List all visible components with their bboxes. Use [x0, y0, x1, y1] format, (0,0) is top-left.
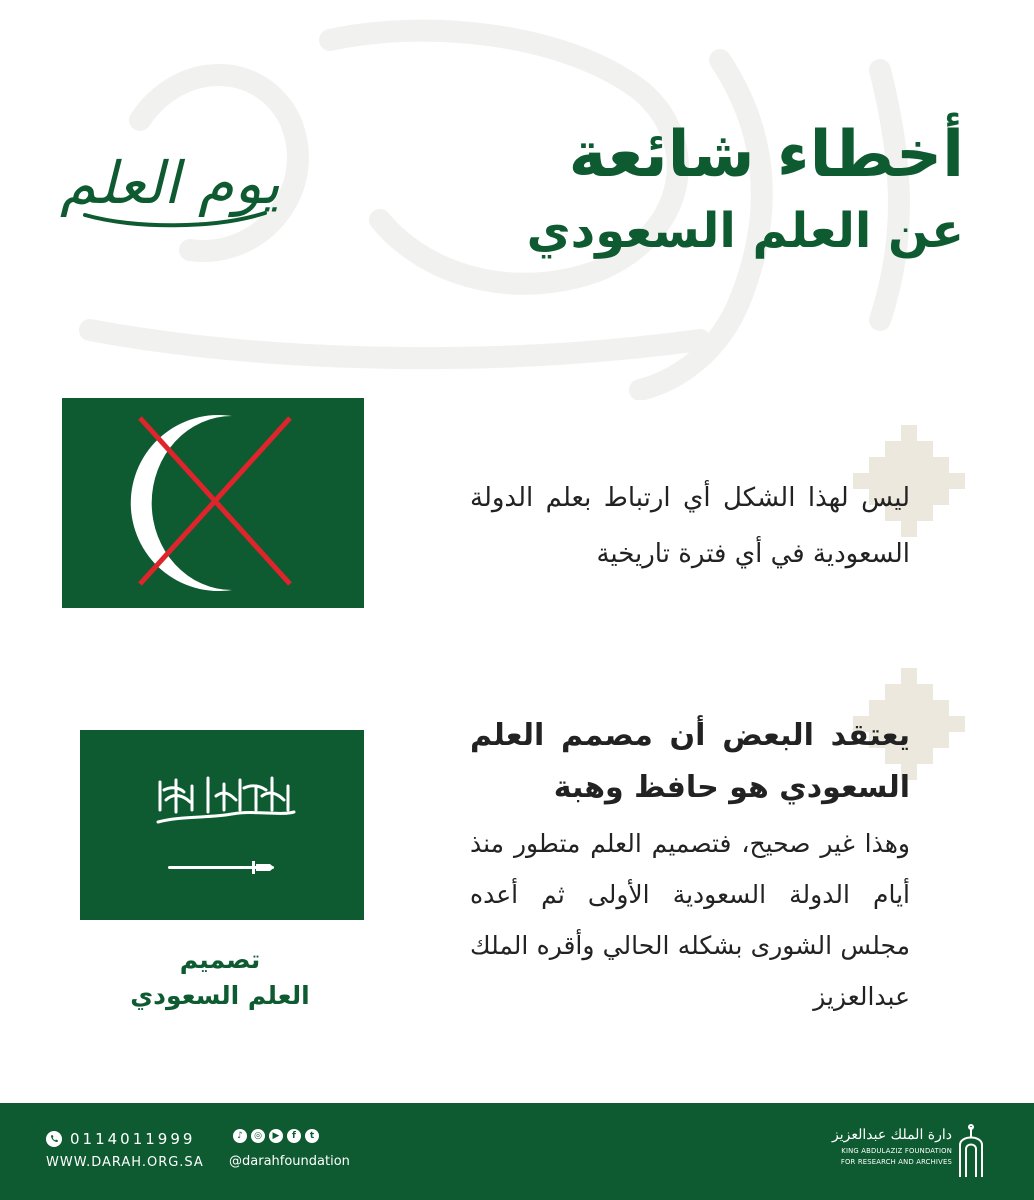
social-icons — [233, 1129, 319, 1143]
darah-emblem-icon — [954, 1123, 988, 1179]
org-name-english-2: FOR RESEARCH AND ARCHIVES — [840, 1158, 952, 1166]
phone-row — [46, 1130, 195, 1148]
flag-caption-line-2: العلم السعودي — [130, 981, 310, 1010]
item-2-bold-text: يعتقد البعض أن مصمم العلم السعودي هو حافظ وهبة — [470, 718, 910, 805]
flag-day-logo-text: يوم العلم — [59, 149, 281, 217]
facebook-icon[interactable]: f — [287, 1129, 301, 1143]
flag-caption — [100, 942, 340, 1014]
youtube-icon[interactable]: ▶ — [269, 1129, 283, 1143]
crescent-flag-crossed-icon — [62, 398, 364, 608]
title-line-2: عن العلم السعودي — [526, 203, 964, 259]
flag-caption-line-1: تصميم — [179, 945, 261, 974]
footer — [0, 1103, 1034, 1200]
website-link[interactable]: WWW.DARAH.ORG.SA — [46, 1155, 204, 1170]
social-handle[interactable]: @darahfoundation — [229, 1154, 350, 1169]
org-name-arabic: دارة الملك عبدالعزيز — [832, 1127, 952, 1143]
item-1-text: ليس لهذا الشكل أي ارتباط بعلم الدولة السعودية في أي فترة تاريخية — [470, 483, 910, 569]
flag-day-logo — [55, 125, 285, 235]
org-name-english-1: KING ABDULAZIZ FOUNDATION — [841, 1147, 952, 1155]
phone-number[interactable]: 0114011999 — [70, 1130, 196, 1148]
twitter-icon[interactable]: t — [305, 1129, 319, 1143]
item-2-text: وهذا غير صحيح، فتصميم العلم متطور منذ أيام الدولة السعودية الأولى ثم أعده مجلس الشورى بشكله الحالي وأقره الملك عبدالعزيز — [470, 829, 910, 1011]
title-line-1: أخطاء شائعة — [568, 118, 964, 192]
tiktok-icon[interactable]: ♪ — [233, 1129, 247, 1143]
instagram-icon[interactable]: ◎ — [251, 1129, 265, 1143]
page-title — [404, 112, 964, 264]
saudi-flag-icon — [80, 730, 364, 920]
phone-icon — [46, 1131, 62, 1147]
